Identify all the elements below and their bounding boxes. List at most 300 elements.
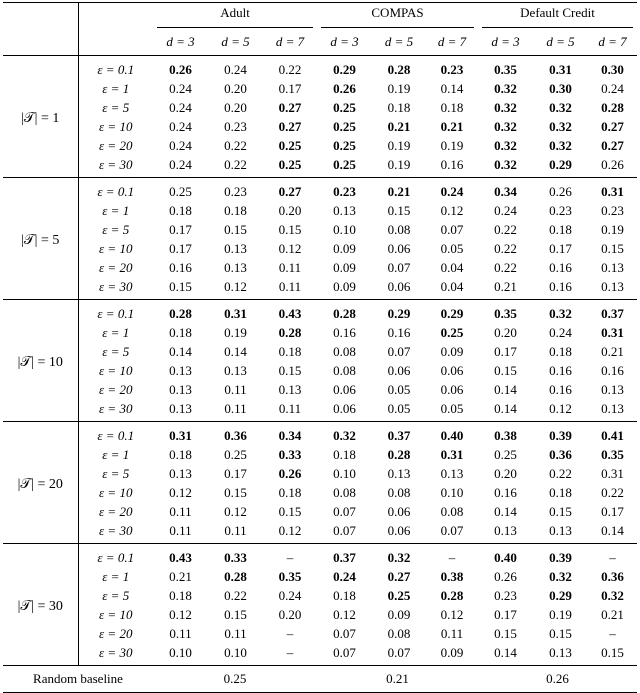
value-cell: 0.16 xyxy=(440,157,464,172)
value-cell: 0.12 xyxy=(333,607,356,622)
value-cell: 0.07 xyxy=(387,645,411,660)
value-cell: 0.06 xyxy=(387,279,411,294)
value-cell: 0.19 xyxy=(549,607,572,622)
value-cell: 0.13 xyxy=(440,466,464,481)
value-cell: 0.15 xyxy=(224,607,247,622)
value-cell: 0.05 xyxy=(387,382,411,397)
value-cell: 0.08 xyxy=(333,363,356,378)
value-cell: 0.31 xyxy=(208,300,263,324)
value-cell: 0.31 xyxy=(440,447,464,462)
value-cell: 0.29 xyxy=(549,588,572,603)
value-cell: 0.20 xyxy=(278,607,302,622)
baseline-value: 0.26 xyxy=(478,666,637,693)
value-cell: 0.22 xyxy=(263,56,317,80)
table-row xyxy=(3,342,637,361)
depth-header-cell: d = 5 xyxy=(546,34,575,49)
value-cell: 0.32 xyxy=(549,119,572,134)
table-row xyxy=(3,399,637,422)
value-cell: 0.20 xyxy=(224,100,247,115)
value-cell: 0.28 xyxy=(224,569,247,584)
epsilon-label: ε = 1 xyxy=(102,447,130,462)
value-cell: 0.28 xyxy=(317,300,372,324)
dataset-header-compas: COMPAS xyxy=(321,5,474,28)
value-cell: 0.24 xyxy=(169,138,192,153)
value-cell: 0.15 xyxy=(278,222,302,237)
epsilon-label: ε = 10 xyxy=(99,363,133,378)
value-cell: 0.32 xyxy=(494,119,517,134)
epsilon-label: ε = 10 xyxy=(99,485,133,500)
value-cell: 0.18 xyxy=(169,447,192,462)
value-cell: 0.33 xyxy=(208,544,263,568)
value-cell: 0.24 xyxy=(494,203,517,218)
value-cell: 0.20 xyxy=(278,203,302,218)
value-cell: 0.36 xyxy=(208,422,263,446)
value-cell: 0.25 xyxy=(440,325,464,340)
value-cell: 0.15 xyxy=(224,222,247,237)
value-cell: 0.13 xyxy=(278,382,302,397)
value-cell: 0.26 xyxy=(601,157,624,172)
value-cell: 0.16 xyxy=(601,363,624,378)
value-cell: 0.28 xyxy=(278,325,302,340)
value-cell: 0.32 xyxy=(372,544,426,568)
value-cell: 0.12 xyxy=(278,523,302,538)
depth-header-cell: d = 3 xyxy=(330,34,359,49)
value-cell: 0.06 xyxy=(387,523,411,538)
value-cell: 0.35 xyxy=(601,447,624,462)
value-cell: 0.13 xyxy=(169,466,192,481)
value-cell: 0.21 xyxy=(601,344,624,359)
value-cell: 0.09 xyxy=(387,607,411,622)
value-cell: 0.05 xyxy=(440,241,464,256)
value-cell: 0.23 xyxy=(208,178,263,202)
depth-header-cell: d = 3 xyxy=(491,34,520,49)
value-cell: 0.29 xyxy=(372,300,426,324)
value-cell: 0.13 xyxy=(224,241,247,256)
value-cell: 0.23 xyxy=(601,203,624,218)
value-cell: 0.04 xyxy=(440,260,464,275)
depth-header-cell: d = 5 xyxy=(221,34,250,49)
value-cell: 0.19 xyxy=(601,222,624,237)
value-cell: 0.06 xyxy=(440,363,464,378)
value-cell: 0.15 xyxy=(278,363,302,378)
baseline-value: 0.21 xyxy=(317,666,478,693)
value-cell: 0.07 xyxy=(440,523,464,538)
value-cell: 0.16 xyxy=(333,325,356,340)
table-row xyxy=(3,544,637,568)
value-cell: 0.35 xyxy=(478,300,533,324)
value-cell: 0.06 xyxy=(387,363,411,378)
value-cell: 0.24 xyxy=(426,178,478,202)
value-cell: 0.18 xyxy=(333,447,356,462)
table-row xyxy=(3,521,637,544)
value-cell: 0.15 xyxy=(601,241,624,256)
value-cell: 0.11 xyxy=(224,382,247,397)
value-cell: – xyxy=(286,626,294,641)
value-cell: 0.24 xyxy=(169,119,192,134)
value-cell: 0.26 xyxy=(153,56,208,80)
value-cell: 0.23 xyxy=(494,588,517,603)
value-cell: 0.12 xyxy=(224,504,247,519)
value-cell: 0.25 xyxy=(333,157,356,172)
value-cell: 0.11 xyxy=(169,523,192,538)
value-cell: 0.22 xyxy=(601,485,624,500)
value-cell: 0.18 xyxy=(549,222,572,237)
table-row xyxy=(3,178,637,202)
table-row xyxy=(3,79,637,98)
value-cell: 0.15 xyxy=(494,363,517,378)
epsilon-label: ε = 20 xyxy=(99,260,133,275)
value-cell: 0.28 xyxy=(372,56,426,80)
value-cell: 0.09 xyxy=(440,645,464,660)
value-cell: 0.17 xyxy=(494,344,517,359)
value-cell: 0.12 xyxy=(169,607,192,622)
value-cell: 0.32 xyxy=(494,81,517,96)
value-cell: 0.15 xyxy=(549,504,572,519)
value-cell: 0.31 xyxy=(601,466,624,481)
value-cell: 0.27 xyxy=(263,178,317,202)
value-cell: 0.30 xyxy=(588,56,637,80)
value-cell: 0.23 xyxy=(426,56,478,80)
value-cell: 0.16 xyxy=(549,382,572,397)
value-cell: 0.17 xyxy=(278,81,302,96)
table-row xyxy=(3,277,637,300)
value-cell: 0.08 xyxy=(387,222,411,237)
value-cell: 0.27 xyxy=(387,569,411,584)
value-cell: 0.33 xyxy=(278,447,302,462)
value-cell: 0.12 xyxy=(224,279,247,294)
epsilon-label: ε = 5 xyxy=(102,344,130,359)
value-cell: 0.09 xyxy=(333,279,356,294)
value-cell: 0.31 xyxy=(533,56,588,80)
value-cell: 0.28 xyxy=(440,588,464,603)
value-cell: 0.12 xyxy=(440,607,464,622)
value-cell: 0.13 xyxy=(549,523,572,538)
value-cell: 0.38 xyxy=(440,569,464,584)
value-cell: 0.12 xyxy=(169,485,192,500)
value-cell: 0.22 xyxy=(549,466,572,481)
epsilon-label: ε = 30 xyxy=(99,401,133,416)
value-cell: 0.11 xyxy=(278,279,302,294)
value-cell: 0.16 xyxy=(549,363,572,378)
value-cell: 0.32 xyxy=(317,422,372,446)
value-cell: 0.14 xyxy=(224,344,247,359)
epsilon-label: ε = 1 xyxy=(102,325,130,340)
table-row xyxy=(3,98,637,117)
value-cell: 0.27 xyxy=(601,138,624,153)
value-cell: 0.06 xyxy=(440,382,464,397)
value-cell: 0.18 xyxy=(169,325,192,340)
value-cell: 0.13 xyxy=(169,401,192,416)
epsilon-label: ε = 30 xyxy=(99,523,133,538)
value-cell: 0.06 xyxy=(387,241,411,256)
value-cell: 0.24 xyxy=(333,569,356,584)
value-cell: 0.43 xyxy=(263,300,317,324)
value-cell: 0.07 xyxy=(333,626,356,641)
value-cell: 0.29 xyxy=(549,157,572,172)
value-cell: 0.25 xyxy=(153,178,208,202)
epsilon-label: ε = 0.1 xyxy=(78,178,153,202)
epsilon-label: ε = 10 xyxy=(99,607,133,622)
epsilon-label: ε = 30 xyxy=(99,157,133,172)
value-cell: 0.32 xyxy=(533,300,588,324)
depth-header-cell: d = 7 xyxy=(275,34,305,49)
epsilon-label: ε = 10 xyxy=(99,119,133,134)
value-cell: 0.43 xyxy=(153,544,208,568)
value-cell: 0.30 xyxy=(549,81,572,96)
epsilon-label: ε = 20 xyxy=(99,382,133,397)
value-cell: 0.21 xyxy=(169,569,192,584)
value-cell: 0.25 xyxy=(278,157,302,172)
value-cell: 0.22 xyxy=(224,588,247,603)
random-baseline-row xyxy=(3,666,637,693)
value-cell: 0.14 xyxy=(494,382,517,397)
value-cell: 0.08 xyxy=(333,485,356,500)
value-cell: 0.35 xyxy=(278,569,302,584)
value-cell: 0.18 xyxy=(549,485,572,500)
dataset-header-adult: Adult xyxy=(157,5,313,28)
value-cell: 0.05 xyxy=(440,401,464,416)
table-row xyxy=(3,220,637,239)
value-cell: 0.26 xyxy=(494,569,517,584)
value-cell: 0.17 xyxy=(494,607,517,622)
epsilon-label: ε = 0.1 xyxy=(78,544,153,568)
value-cell: 0.24 xyxy=(208,56,263,80)
epsilon-label: ε = 1 xyxy=(102,81,130,96)
epsilon-label: ε = 5 xyxy=(102,100,130,115)
table-row xyxy=(3,258,637,277)
value-cell: 0.23 xyxy=(549,203,572,218)
value-cell: 0.13 xyxy=(387,466,411,481)
value-cell: 0.14 xyxy=(169,344,192,359)
value-cell: 0.17 xyxy=(169,241,192,256)
value-cell: 0.18 xyxy=(224,203,247,218)
table-row xyxy=(3,445,637,464)
value-cell: 0.25 xyxy=(333,119,356,134)
epsilon-label: ε = 5 xyxy=(102,588,130,603)
value-cell: 0.10 xyxy=(333,222,356,237)
value-cell: 0.08 xyxy=(333,344,356,359)
value-cell: – xyxy=(588,544,637,568)
table-row xyxy=(3,56,637,80)
value-cell: 0.35 xyxy=(478,56,533,80)
depth-header-cell: d = 7 xyxy=(437,34,467,49)
table-row xyxy=(3,567,637,586)
results-table xyxy=(3,2,637,693)
value-cell: 0.26 xyxy=(533,178,588,202)
value-cell: 0.07 xyxy=(387,260,411,275)
value-cell: 0.11 xyxy=(224,523,247,538)
value-cell: 0.36 xyxy=(549,447,572,462)
value-cell: 0.18 xyxy=(549,344,572,359)
table-row xyxy=(3,300,637,324)
value-cell: 0.12 xyxy=(549,401,572,416)
baseline-value: 0.25 xyxy=(153,666,317,693)
table-row xyxy=(3,502,637,521)
value-cell: 0.08 xyxy=(387,485,411,500)
value-cell: 0.17 xyxy=(601,504,624,519)
value-cell: 0.24 xyxy=(169,100,192,115)
value-cell: 0.31 xyxy=(601,325,624,340)
value-cell: 0.09 xyxy=(333,241,356,256)
value-cell: 0.28 xyxy=(387,447,411,462)
depth-header-cell: d = 3 xyxy=(166,34,195,49)
value-cell: 0.18 xyxy=(278,485,302,500)
value-cell: 0.11 xyxy=(224,626,247,641)
value-cell: 0.31 xyxy=(588,178,637,202)
value-cell: 0.22 xyxy=(494,241,517,256)
value-cell: 0.17 xyxy=(224,466,247,481)
epsilon-label: ε = 5 xyxy=(102,222,130,237)
value-cell: 0.07 xyxy=(333,645,356,660)
value-cell: 0.32 xyxy=(494,138,517,153)
value-cell: 0.13 xyxy=(494,523,517,538)
value-cell: 0.23 xyxy=(224,119,247,134)
value-cell: 0.09 xyxy=(440,344,464,359)
value-cell: 0.14 xyxy=(494,504,517,519)
table-row xyxy=(3,239,637,258)
epsilon-label: ε = 0.1 xyxy=(78,422,153,446)
value-cell: 0.26 xyxy=(278,466,302,481)
epsilon-label: ε = 0.1 xyxy=(78,56,153,80)
value-cell: 0.17 xyxy=(169,222,192,237)
value-cell: – xyxy=(426,544,478,568)
table-row xyxy=(3,643,637,666)
value-cell: 0.06 xyxy=(387,504,411,519)
epsilon-label: ε = 20 xyxy=(99,504,133,519)
value-cell: 0.34 xyxy=(478,178,533,202)
value-cell: 0.24 xyxy=(278,588,302,603)
value-cell: 0.14 xyxy=(601,523,624,538)
value-cell: 0.06 xyxy=(333,401,356,416)
value-cell: 0.15 xyxy=(601,645,624,660)
value-cell: 0.20 xyxy=(494,466,517,481)
value-cell: 0.22 xyxy=(224,157,247,172)
value-cell: 0.06 xyxy=(333,382,356,397)
value-cell: 0.19 xyxy=(224,325,247,340)
value-cell: 0.28 xyxy=(601,100,624,115)
value-cell: 0.32 xyxy=(549,569,572,584)
value-cell: 0.13 xyxy=(601,401,624,416)
value-cell: 0.18 xyxy=(278,344,302,359)
value-cell: 0.27 xyxy=(601,119,624,134)
value-cell: 0.23 xyxy=(317,178,372,202)
table-row xyxy=(3,117,637,136)
value-cell: 0.13 xyxy=(601,279,624,294)
value-cell: 0.21 xyxy=(372,178,426,202)
value-cell: 0.24 xyxy=(549,325,572,340)
epsilon-label: ε = 20 xyxy=(99,138,133,153)
value-cell: 0.21 xyxy=(601,607,624,622)
epsilon-label: ε = 10 xyxy=(99,241,133,256)
value-cell: 0.32 xyxy=(494,157,517,172)
value-cell: 0.16 xyxy=(169,260,192,275)
value-cell: 0.19 xyxy=(387,157,411,172)
value-cell: 0.15 xyxy=(169,279,192,294)
value-cell: 0.07 xyxy=(333,504,356,519)
value-cell: 0.18 xyxy=(333,588,356,603)
value-cell: 0.32 xyxy=(549,100,572,115)
value-cell: 0.10 xyxy=(440,485,464,500)
value-cell: 0.32 xyxy=(601,588,624,603)
value-cell: 0.15 xyxy=(224,485,247,500)
value-cell: 0.13 xyxy=(169,382,192,397)
value-cell: 0.16 xyxy=(549,279,572,294)
value-cell: 0.22 xyxy=(224,138,247,153)
value-cell: 0.19 xyxy=(387,81,411,96)
value-cell: 0.10 xyxy=(169,645,192,660)
group-label: |𝒯| = 5 xyxy=(3,178,78,300)
value-cell: 0.08 xyxy=(387,626,411,641)
table-row xyxy=(3,380,637,399)
table-row xyxy=(3,483,637,502)
epsilon-label: ε = 1 xyxy=(102,569,130,584)
value-cell: 0.25 xyxy=(333,100,356,115)
value-cell: 0.36 xyxy=(601,569,624,584)
value-cell: 0.16 xyxy=(549,260,572,275)
value-cell: 0.12 xyxy=(278,241,302,256)
table-row xyxy=(3,464,637,483)
value-cell: 0.34 xyxy=(263,422,317,446)
value-cell: 0.05 xyxy=(387,401,411,416)
epsilon-label: ε = 20 xyxy=(99,626,133,641)
dataset-header-default-credit: Default Credit xyxy=(482,5,633,28)
value-cell: 0.22 xyxy=(494,222,517,237)
table-row xyxy=(3,422,637,446)
value-cell: 0.15 xyxy=(278,504,302,519)
value-cell: 0.18 xyxy=(169,203,192,218)
depth-header-cell: d = 5 xyxy=(384,34,414,49)
value-cell: 0.16 xyxy=(387,325,411,340)
group-label: |𝒯| = 1 xyxy=(3,56,78,178)
value-cell: 0.27 xyxy=(278,100,302,115)
value-cell: 0.11 xyxy=(440,626,464,641)
depth-header-cell: d = 7 xyxy=(598,34,627,49)
value-cell: 0.11 xyxy=(224,401,247,416)
value-cell: 0.32 xyxy=(494,100,517,115)
table-row xyxy=(3,155,637,178)
value-cell: 0.19 xyxy=(387,138,411,153)
value-cell: 0.11 xyxy=(169,504,192,519)
value-cell: 0.16 xyxy=(494,485,517,500)
value-cell: 0.20 xyxy=(494,325,517,340)
value-cell: 0.39 xyxy=(533,544,588,568)
value-cell: 0.13 xyxy=(549,645,572,660)
value-cell: 0.24 xyxy=(169,157,192,172)
group-label: |𝒯| = 20 xyxy=(3,422,78,544)
value-cell: 0.07 xyxy=(440,222,464,237)
value-cell: 0.13 xyxy=(224,363,247,378)
value-cell: 0.29 xyxy=(426,300,478,324)
value-cell: 0.18 xyxy=(440,100,464,115)
value-cell: – xyxy=(286,645,294,660)
value-cell: 0.28 xyxy=(153,300,208,324)
value-cell: 0.31 xyxy=(153,422,208,446)
value-cell: 0.07 xyxy=(333,523,356,538)
value-cell: 0.21 xyxy=(440,119,464,134)
value-cell: 0.32 xyxy=(549,138,572,153)
epsilon-label: ε = 30 xyxy=(99,645,133,660)
baseline-label: Random baseline xyxy=(3,666,153,693)
value-cell: 0.18 xyxy=(169,588,192,603)
group-label: |𝒯| = 30 xyxy=(3,544,78,666)
table-row xyxy=(3,136,637,155)
value-cell: 0.11 xyxy=(278,401,302,416)
value-cell: 0.11 xyxy=(169,626,192,641)
value-cell: 0.11 xyxy=(278,260,302,275)
value-cell: 0.10 xyxy=(333,466,356,481)
value-cell: 0.41 xyxy=(588,422,637,446)
table-row xyxy=(3,201,637,220)
